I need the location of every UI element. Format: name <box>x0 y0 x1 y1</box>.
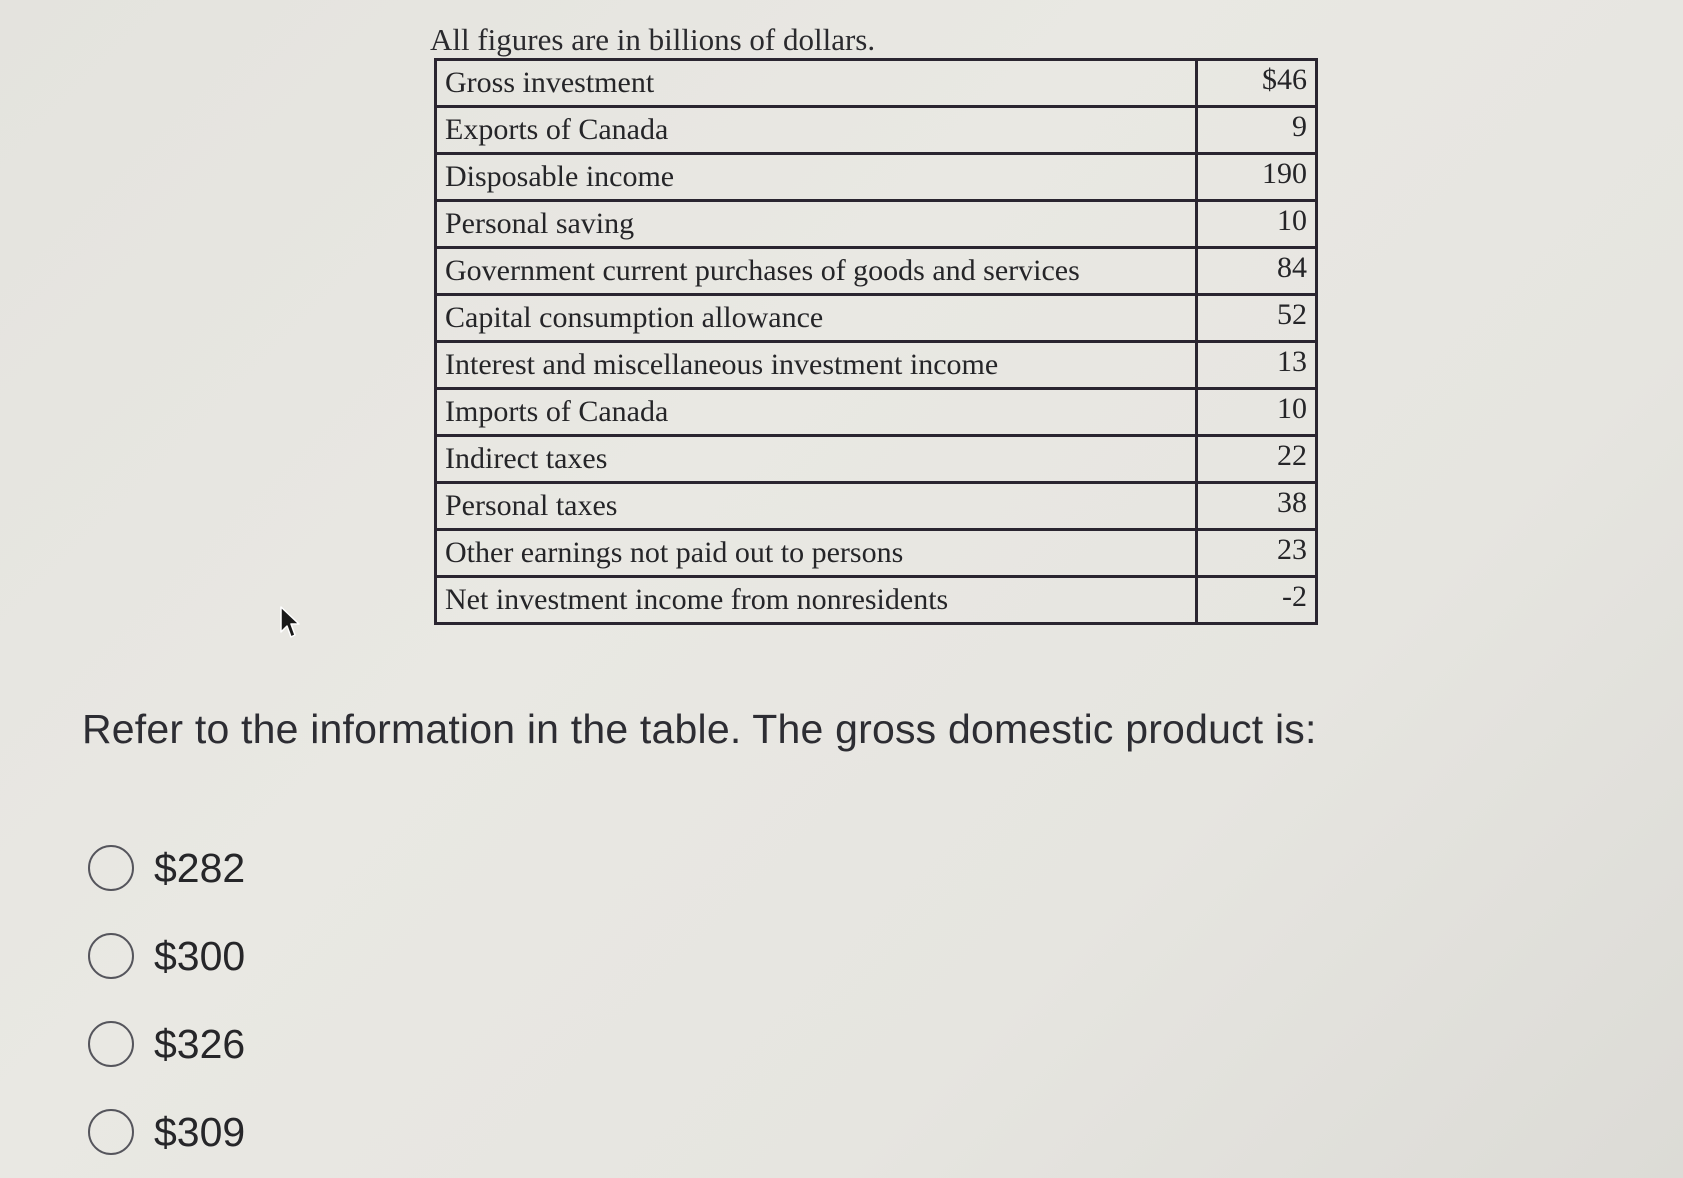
table-row <box>436 436 1317 483</box>
figures-table <box>434 58 1318 625</box>
row-value: 38 <box>1197 483 1317 530</box>
row-label: Capital consumption allowance <box>436 295 1197 342</box>
table-row <box>436 342 1317 389</box>
option-label: $326 <box>154 1020 246 1067</box>
row-label: Gross investment <box>436 60 1197 107</box>
row-value: 9 <box>1197 107 1317 154</box>
row-label: Personal taxes <box>436 483 1197 530</box>
radio-button[interactable] <box>88 1021 134 1067</box>
row-label: Personal saving <box>436 201 1197 248</box>
row-value: 190 <box>1197 154 1317 201</box>
row-value: 84 <box>1197 248 1317 295</box>
row-value: $46 <box>1197 60 1317 107</box>
table-row <box>436 389 1317 436</box>
answer-option-2[interactable] <box>88 912 245 1000</box>
radio-button[interactable] <box>88 845 134 891</box>
answer-option-3[interactable] <box>88 1000 245 1088</box>
table-row <box>436 577 1317 624</box>
radio-button[interactable] <box>88 1109 134 1155</box>
question-text: Refer to the information in the table. The gross domestic product is: <box>82 706 1317 752</box>
table-row <box>436 60 1317 107</box>
row-value: 10 <box>1197 201 1317 248</box>
table-row <box>436 107 1317 154</box>
row-value: 22 <box>1197 436 1317 483</box>
row-label: Disposable income <box>436 154 1197 201</box>
row-value: -2 <box>1197 577 1317 624</box>
table-row <box>436 483 1317 530</box>
answer-option-4[interactable] <box>88 1088 245 1176</box>
option-label: $282 <box>154 844 246 891</box>
row-value: 23 <box>1197 530 1317 577</box>
answer-options <box>88 824 245 1176</box>
table-row <box>436 201 1317 248</box>
row-value: 10 <box>1197 389 1317 436</box>
option-label: $309 <box>154 1108 246 1155</box>
row-label: Exports of Canada <box>436 107 1197 154</box>
answer-option-1[interactable] <box>88 824 245 912</box>
row-label: Indirect taxes <box>436 436 1197 483</box>
table-row <box>436 295 1317 342</box>
row-label: Imports of Canada <box>436 389 1197 436</box>
row-value: 52 <box>1197 295 1317 342</box>
option-label: $300 <box>154 932 246 979</box>
row-label: Government current purchases of goods and services <box>436 248 1197 295</box>
table-row <box>436 248 1317 295</box>
radio-button[interactable] <box>88 933 134 979</box>
row-label: Interest and miscellaneous investment income <box>436 342 1197 389</box>
table-row <box>436 530 1317 577</box>
table-caption: All figures are in billions of dollars. <box>430 22 876 57</box>
row-label: Net investment income from nonresidents <box>436 577 1197 624</box>
row-label: Other earnings not paid out to persons <box>436 530 1197 577</box>
row-value: 13 <box>1197 342 1317 389</box>
mouse-cursor-icon <box>279 606 303 640</box>
table-row <box>436 154 1317 201</box>
